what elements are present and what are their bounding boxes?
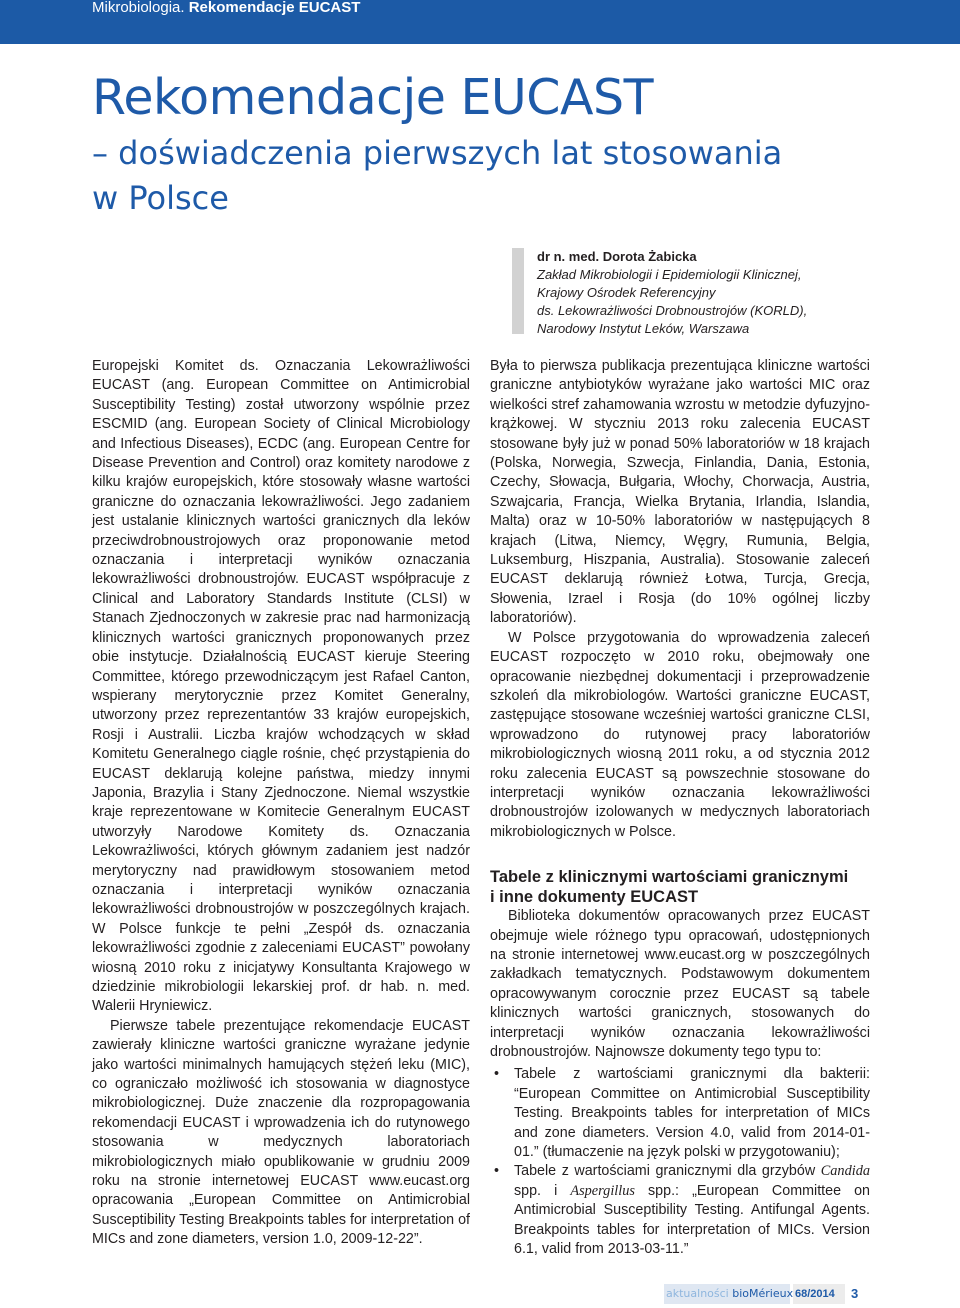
brand-part: aktualności (666, 1287, 729, 1300)
list-item-text: spp. i (514, 1182, 558, 1199)
paragraph: W Polsce przygotowania do wprowadzenia zaleceń EUCAST rozpoczęto w 2010 roku, obejmowały one opracowanie niezbędnej dokumentacji i przeprowadzenie szkoleń dla mikrobiologów. Wartości graniczne EUCAST, zastępujące stosowane wcześniej wartości graniczne CLSI, wprowadzono do rutynowej pracy laboratoriów mikrobiologicznych wiosną 2011 roku, a od stycznia 2012 roku zalecenia EUCAST są powszechnie stosowane do interpretacji wyników oznaczania lekowrażliwości drobnoustrojów izolowanych w medycznych laboratoriach mikrobiologicznych w Polsce. (490, 629, 870, 840)
paragraph: Europejski Komitet ds. Oznaczania Lekowrażliwości EUCAST (ang. European Committee on Antimicrobial Susceptibility Testing) został utworzony wspólnie przez ESCMID (ang. European Society of Clinical Microbiology and Infectious Diseases), ECDC (ang. European Centre for Disease Prevention and Control) oraz komitety narodowe z kilku krajów europejskich, które stosowały własne wartości graniczne do oznaczania lekowrażliwości. Jego zadaniem jest ustalanie klinicznych wartości granicznych dla leków przeciwdrobnoustrojowych oraz proponowanie metod oznaczania i interpretacji wyników oznaczania lekowrażliwości drobnoustrojów. EUCAST współpracuje z Clinical and Laboratory Standards Institute (CLSI) w Stanach Zjednoczonych w zakresie prac nad harmonizacją klinicznych wartości granicznych proponowanych przez obie instytucje. Działalnością EUCAST kieruje Steering Committee, którego przewodniczącym jest Rafael Canton, wspierany merytorycznie przez Komitet Generalny, utworzony przez reprezentantów 33 krajów europejskich, Rosji i Australii. Liczba krajów wchodzących w skład Komitetu Generalnego ciągle rośnie, chęć przystąpienia do EUCAST deklarują kolejne państwa, miedzy innymi Japonia, Brazylia i Stany Zjednoczone. Niemal wszystkie kraje reprezentowane w Komitecie Generalnym EUCAST utworzyły Narodowe Komitety ds. Oznaczania Lekowrażliwości, których głównym zadaniem jest nadzór merytoryczny nad prawidłowym stosowaniem metod oznaczania i interpretacji wyników oznaczania lekowrażliwości drobnoustrojów w poszczególnych krajach. W Polsce funkcje te pełni „Zespół ds. oznaczania lekowrażliwości zgodnie z zaleceniami EUCAST” powołany wiosną 2010 roku z inicjatywy Konsultanta Krajowego w dziedzinie mikrobiologii lekarskiej prof. dr hab. n. med. Walerii Hryniewicz. (92, 358, 470, 1015)
section-heading (490, 867, 870, 907)
issue-number: 68/2014 (795, 1288, 835, 1300)
page-footer (0, 1284, 960, 1304)
documents-list (490, 1065, 870, 1259)
header-section: Mikrobiologia. (92, 0, 185, 16)
author-affiliation: Krajowy Ośrodek Referencyjny (537, 285, 716, 300)
list-item-text: Tabele z wartościami granicznymi dla grzybów (514, 1163, 816, 1180)
running-header (92, 0, 360, 16)
paragraph: Biblioteka dokumentów opracowanych przez EUCAST obejmuje wiele różnego typu opracowań, udostępnionych na stronie internetowej www.eucast.org w poszczególnych zakładkach tematycznych. Podstawowym dokumentem opracowywanym corocznie przez EUCAST są tabele klinicznych wartości granicznych, stosowanych do interpretacji wyników oznaczania lekowrażliwości drobnoustrojów. Najnowsze dokumenty tego typu to: (490, 908, 870, 1060)
section-heading-line: i inne dokumenty EUCAST (490, 888, 699, 907)
header-title: Rekomendacje EUCAST (188, 0, 361, 16)
paragraph: Była to pierwsza publikacja prezentująca kliniczne wartości graniczne antybiotyków wyrażane jako wartości MIC oraz wielkości stref zahamowania wzrostu w metodzie dyfuzyjno-krążkowej. W styczniu 2013 roku zalecenia EUCAST stosowane były już w ponad 50% laboratoriów w 18 krajach (Polska, Norwegia, Szwecja, Finlandia, Dania, Estonia, Czechy, Słowacja, Bułgaria, Włochy, Chorwacja, Austria, Szwajcaria, Francja, Wielka Brytania, Irlandia, Islandia, Malta) oraz w 10-50% laboratoriów w następujących 8 krajach (Litwa, Niemcy, Węgry, Rumunia, Belgia, Luksemburg, Hiszpania, Australia). Stosowanie zaleceń EUCAST deklarują również Łotwa, Turcja, Grecja, Słowenia, Izrael i Rosja (do 10% ogólnej liczby laboratoriów). (490, 358, 870, 627)
article-title: Rekomendacje EUCAST (92, 69, 654, 126)
article-subtitle: – doświadczenia pierwszych lat stosowania (92, 134, 783, 172)
article-subtitle-cont: w Polsce (92, 179, 229, 217)
paragraph: Pierwsze tabele prezentujące rekomendacje EUCAST zawierały kliniczne wartości graniczne wyrażane jedynie jako wartości minimalnych hamujących stężeń leku (MIC), co ograniczało możliwość ich stosowania w diagnostyce mikrobiologicznej. Duże znaczenie dla rozpropagowania rekomendacji EUCAST i wprowadzenia ich do rutynowego stosowania w medycznych laboratoriach mikrobiologicznych miało opublikowanie w grudniu 2009 roku na stronie internetowej EUCAST www.eucast.org opracowania „European Committee on Antimicrobial Susceptibility Testing Breakpoints tables for interpretation of MICs and zone diameters, version 1.0, 2009-12-22”. (92, 1017, 471, 1248)
page-number: 3 (851, 1286, 859, 1301)
author-affiliation: Zakład Mikrobiologii i Epidemiologii Klinicznej, (537, 267, 802, 282)
author-affiliation: ds. Lekowrażliwości Drobnoustrojów (KORLD), (537, 303, 808, 318)
list-item-text: spp.: „European Committee on Antimicrobial Susceptibility Testing. Antifungal Agents. Breakpoints tables for interpretation of MICs. Version 6.1, valid from 2013-03-11.” (514, 1182, 871, 1258)
genus-name: Aspergillus (570, 1182, 635, 1199)
author-block (512, 248, 932, 334)
left-column (92, 357, 470, 1250)
genus-name: Candida (820, 1163, 870, 1180)
section-heading-line: Tabele z klinicznymi wartościami granicznymi (490, 868, 849, 887)
list-item: • Tabele z wartościami granicznymi dla bakterii: “European Committee on Antimicrobial Susceptibility Testing. Breakpoints tables for interpretation of MICs and zone diameters. Version 4.0, valid from 2014-01-01.” (tłumaczenie na język polski w przygotowaniu); (490, 1065, 870, 1162)
right-column (490, 357, 870, 1259)
author-affiliation: Narodowy Instytut Leków, Warszawa (537, 321, 750, 336)
author-accent-bar (512, 248, 524, 334)
running-header-bar (0, 0, 960, 44)
brand-part: bioMérieux (732, 1287, 794, 1300)
publication-brand (666, 1284, 793, 1304)
list-item (490, 1162, 870, 1259)
author-name: dr n. med. Dorota Żabicka (537, 249, 697, 264)
